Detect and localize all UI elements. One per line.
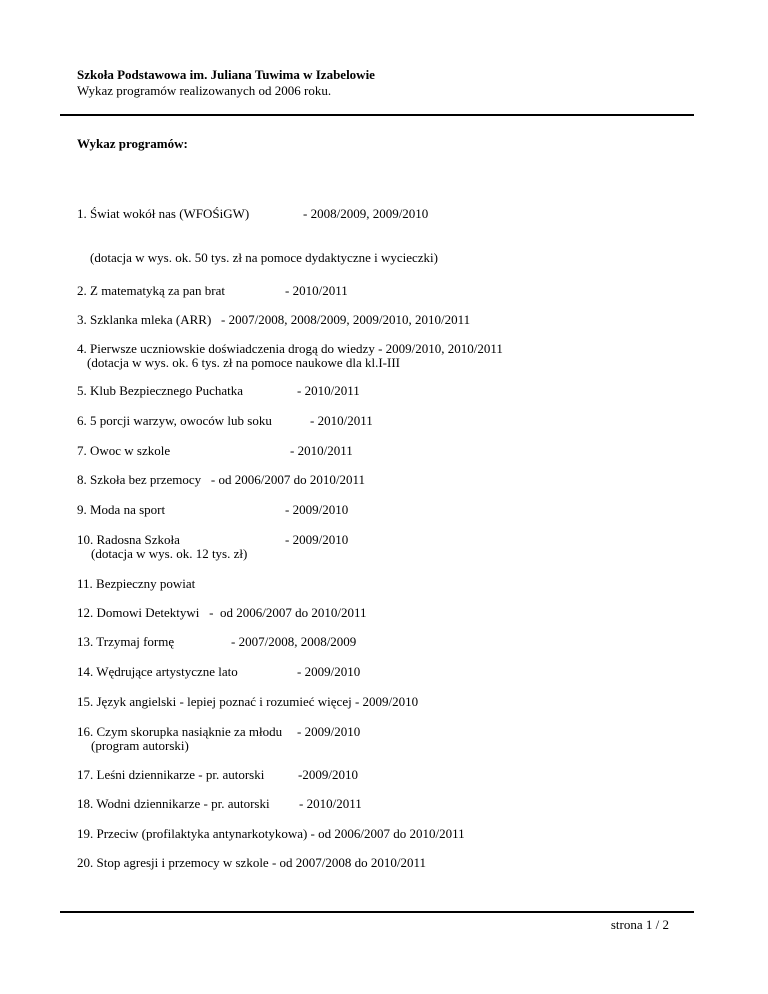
document-subtitle: Wykaz programów realizowanych od 2006 roku.: [77, 83, 332, 98]
program-name: 10. Radosna Szkoła: [77, 532, 180, 547]
program-line: 12. Domowi Detektywi - od 2006/2007 do 2010/2011: [77, 605, 367, 620]
program-line: 11. Bezpieczny powiat: [77, 576, 196, 591]
section-heading: Wykaz programów:: [77, 136, 188, 151]
program-name: 16. Czym skorupka nasiąknie za młodu: [77, 724, 283, 739]
program-note: (dotacja w wys. ok. 12 tys. zł): [91, 546, 248, 561]
program-name: 7. Owoc w szkole: [77, 443, 171, 458]
program-name: 17. Leśni dziennikarze - pr. autorski: [77, 767, 265, 782]
program-years: - 2007/2008, 2008/2009: [231, 634, 357, 649]
program-years: - 2010/2011: [299, 796, 362, 811]
program-note: (dotacja w wys. ok. 50 tys. zł na pomoce dydaktyczne i wycieczki): [90, 250, 438, 265]
program-line: 8. Szkoła bez przemocy - od 2006/2007 do 2010/2011: [77, 472, 365, 487]
program-years: - 2009/2010: [297, 664, 361, 679]
program-years: - 2010/2011: [297, 383, 360, 398]
program-name: 6. 5 porcji warzyw, owoców lub soku: [77, 413, 272, 428]
program-years: - 2010/2011: [290, 443, 353, 458]
program-name: 14. Wędrujące artystyczne lato: [77, 664, 238, 679]
program-line: 20. Stop agresji i przemocy w szkole - od 2007/2008 do 2010/2011: [77, 855, 427, 870]
program-years: - 2009/2010: [285, 532, 349, 547]
program-name: 2. Z matematyką za pan brat: [77, 283, 225, 298]
program-name: 18. Wodni dziennikarze - pr. autorski: [77, 796, 270, 811]
document-title: Szkoła Podstawowa im. Juliana Tuwima w Izabelowie: [77, 67, 375, 82]
program-years: - 2010/2011: [310, 413, 373, 428]
program-years: - 2008/2009, 2009/2010: [303, 206, 429, 221]
program-name: 9. Moda na sport: [77, 502, 166, 517]
program-years: -2009/2010: [298, 767, 358, 782]
footer-divider: [60, 911, 694, 913]
program-line: 19. Przeciw (profilaktyka antynarkotykowa) - od 2006/2007 do 2010/2011: [77, 826, 465, 841]
program-years: - 2010/2011: [285, 283, 348, 298]
page-number: strona 1 / 2: [610, 917, 669, 932]
program-name: 13. Trzymaj formę: [77, 634, 175, 649]
program-line: 15. Język angielski - lepiej poznać i rozumieć więcej - 2009/2010: [77, 694, 419, 709]
program-line: 4. Pierwsze uczniowskie doświadczenia drogą do wiedzy - 2009/2010, 2010/2011: [77, 341, 503, 356]
program-name: 1. Świat wokół nas (WFOŚiGW): [77, 206, 250, 221]
program-years: - 2009/2010: [297, 724, 361, 739]
program-name: 5. Klub Bezpiecznego Puchatka: [77, 383, 244, 398]
program-note: (dotacja w wys. ok. 6 tys. zł na pomoce naukowe dla kl.I-III: [87, 355, 400, 370]
program-line: 3. Szklanka mleka (ARR) - 2007/2008, 2008/2009, 2009/2010, 2010/2011: [77, 312, 471, 327]
header-divider: [60, 114, 694, 116]
program-note: (program autorski): [91, 738, 189, 753]
program-years: - 2009/2010: [285, 502, 349, 517]
